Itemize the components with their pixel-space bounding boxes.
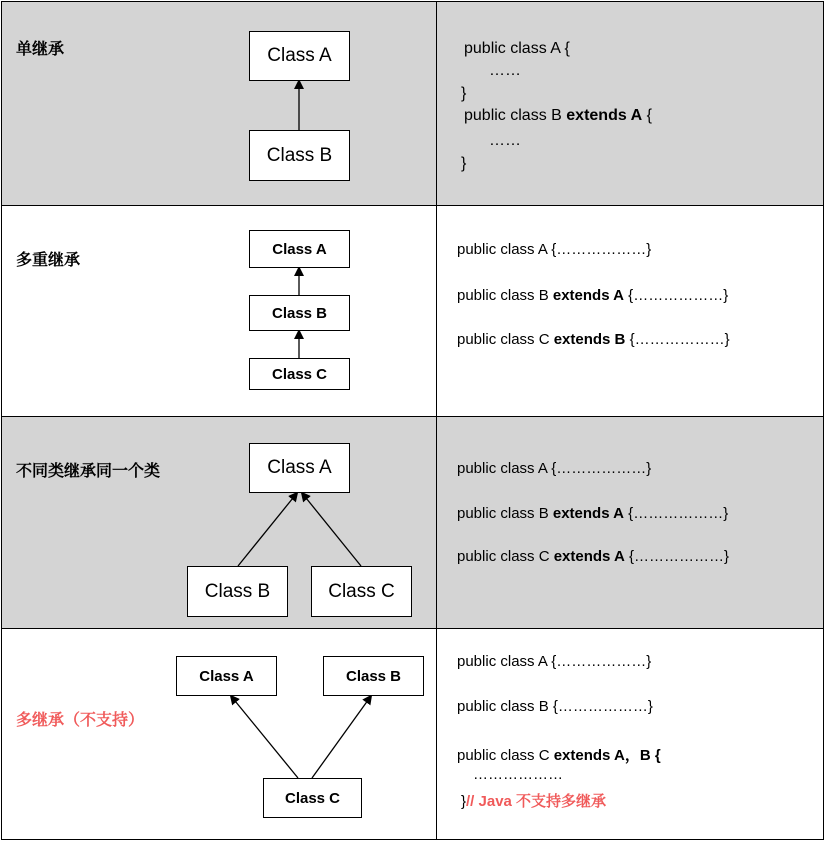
code-line: public class B extends A {………………} <box>457 505 729 522</box>
code-line: public class C extends A {………………} <box>457 548 730 565</box>
code-line: …… <box>489 62 521 79</box>
grid-line <box>1 839 823 840</box>
row-multilevel-bg <box>1 205 823 416</box>
class-c-box: Class C <box>311 566 412 617</box>
grid-line <box>1 205 823 206</box>
section-title-multilevel: 多重继承 <box>16 252 81 269</box>
code-line: public class C extends A，B { <box>457 747 661 764</box>
code-line: ……………… <box>473 766 563 783</box>
class-c-box: Class C <box>249 358 350 390</box>
code-line: } <box>461 85 467 102</box>
grid-line <box>1 628 823 629</box>
class-b-box: Class B <box>323 656 424 696</box>
code-line: } <box>461 155 467 172</box>
row-single-bg <box>1 1 823 205</box>
class-a-box: Class A <box>249 443 350 493</box>
class-c-box: Class C <box>263 778 362 818</box>
code-line: public class A {………………} <box>457 241 652 258</box>
code-line: public class A { <box>464 40 570 57</box>
grid-line <box>1 1 823 2</box>
class-a-box: Class A <box>249 230 350 268</box>
row-hierarchical-bg <box>1 416 823 628</box>
code-line: public class C extends B {………………} <box>457 331 730 348</box>
code-line: public class A {………………} <box>457 460 652 477</box>
code-line: public class B extends A {………………} <box>457 287 729 304</box>
grid-line <box>1 1 2 840</box>
code-line: public class A {………………} <box>457 653 652 670</box>
class-a-box: Class A <box>249 31 350 81</box>
code-line: public class B extends A { <box>464 107 652 124</box>
class-b-box: Class B <box>187 566 288 617</box>
section-title-hierarchical: 不同类继承同一个类 <box>16 463 161 480</box>
section-title-single: 单继承 <box>16 41 65 58</box>
java-unsupported-comment: // Java 不支持多继承 <box>466 793 607 810</box>
class-b-box: Class B <box>249 130 350 181</box>
code-line: }// Java 不支持多继承 <box>461 793 607 810</box>
code-line: …… <box>489 132 521 149</box>
class-b-box: Class B <box>249 295 350 331</box>
code-line: public class B {………………} <box>457 698 653 715</box>
grid-line <box>436 1 437 840</box>
class-a-box: Class A <box>176 656 277 696</box>
grid-line <box>1 416 823 417</box>
section-title-multiple-unsupported: 多继承（不支持） <box>16 712 145 729</box>
grid-line <box>823 1 824 840</box>
